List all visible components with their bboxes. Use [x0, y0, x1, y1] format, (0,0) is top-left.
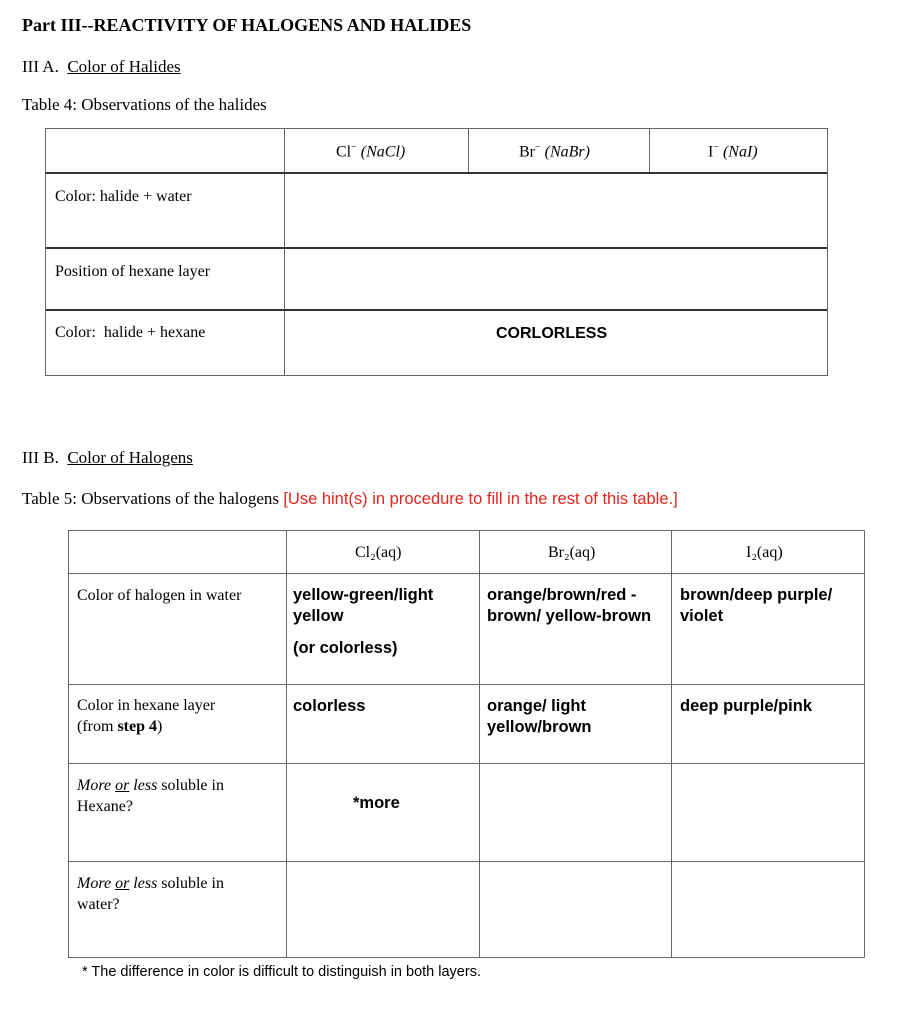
header-i2: I₂(aq) [746, 544, 783, 561]
br2-water-color: orange/brown/red - brown/ yellow-brown [487, 586, 652, 625]
row-label-hexane-color: Color in hexane layer (from step 4) [77, 697, 216, 735]
header-nai: I− (NaI) [708, 142, 758, 161]
row-label-halide-water: Color: halide + water [55, 188, 192, 205]
halides-table [45, 128, 828, 376]
footnote: * The difference in color is difficult to distinguish in both layers. [82, 964, 481, 980]
halide-hexane-value: CORLORLESS [496, 325, 608, 342]
header-nacl: Cl− (NaCl) [336, 142, 406, 161]
i2-hexane-color: deep purple/pink [680, 697, 813, 715]
header-cl2: Cl₂(aq) [355, 544, 402, 561]
section-a-heading: III A. Color of Halides [22, 57, 181, 76]
br2-hexane-color: orange/ light yellow/brown [487, 697, 592, 736]
row-label-water-color: Color of halogen in water [77, 587, 242, 604]
cl2-hexane-color: colorless [293, 697, 366, 715]
row-label-hexane-solubility: More or less soluble in Hexane? [77, 777, 224, 815]
header-br2: Br₂(aq) [548, 544, 596, 561]
section-b-heading: III B. Color of Halogens [22, 448, 193, 467]
row-label-halide-hexane: Color: halide + hexane [55, 324, 206, 341]
cl2-water-color: yellow-green/light yellow (or colorless) [293, 586, 434, 657]
table5-hint: [Use hint(s) in procedure to fill in the rest of this table.] [283, 490, 678, 508]
halogens-table [68, 530, 865, 958]
cl2-hexane-solubility: *more [353, 794, 400, 812]
header-nabr: Br− (NaBr) [519, 142, 590, 161]
row-label-water-solubility: More or less soluble in water? [77, 875, 224, 913]
table5-caption: Table 5: Observations of the halogens [Use hint(s) in procedure to fill in the rest of this table.] [22, 489, 678, 508]
table4-caption: Table 4: Observations of the halides [22, 95, 267, 114]
row-label-hexane-position: Position of hexane layer [55, 263, 211, 280]
i2-water-color: brown/deep purple/ violet [680, 586, 833, 625]
part-heading: Part III--REACTIVITY OF HALOGENS AND HALIDES [22, 15, 472, 35]
